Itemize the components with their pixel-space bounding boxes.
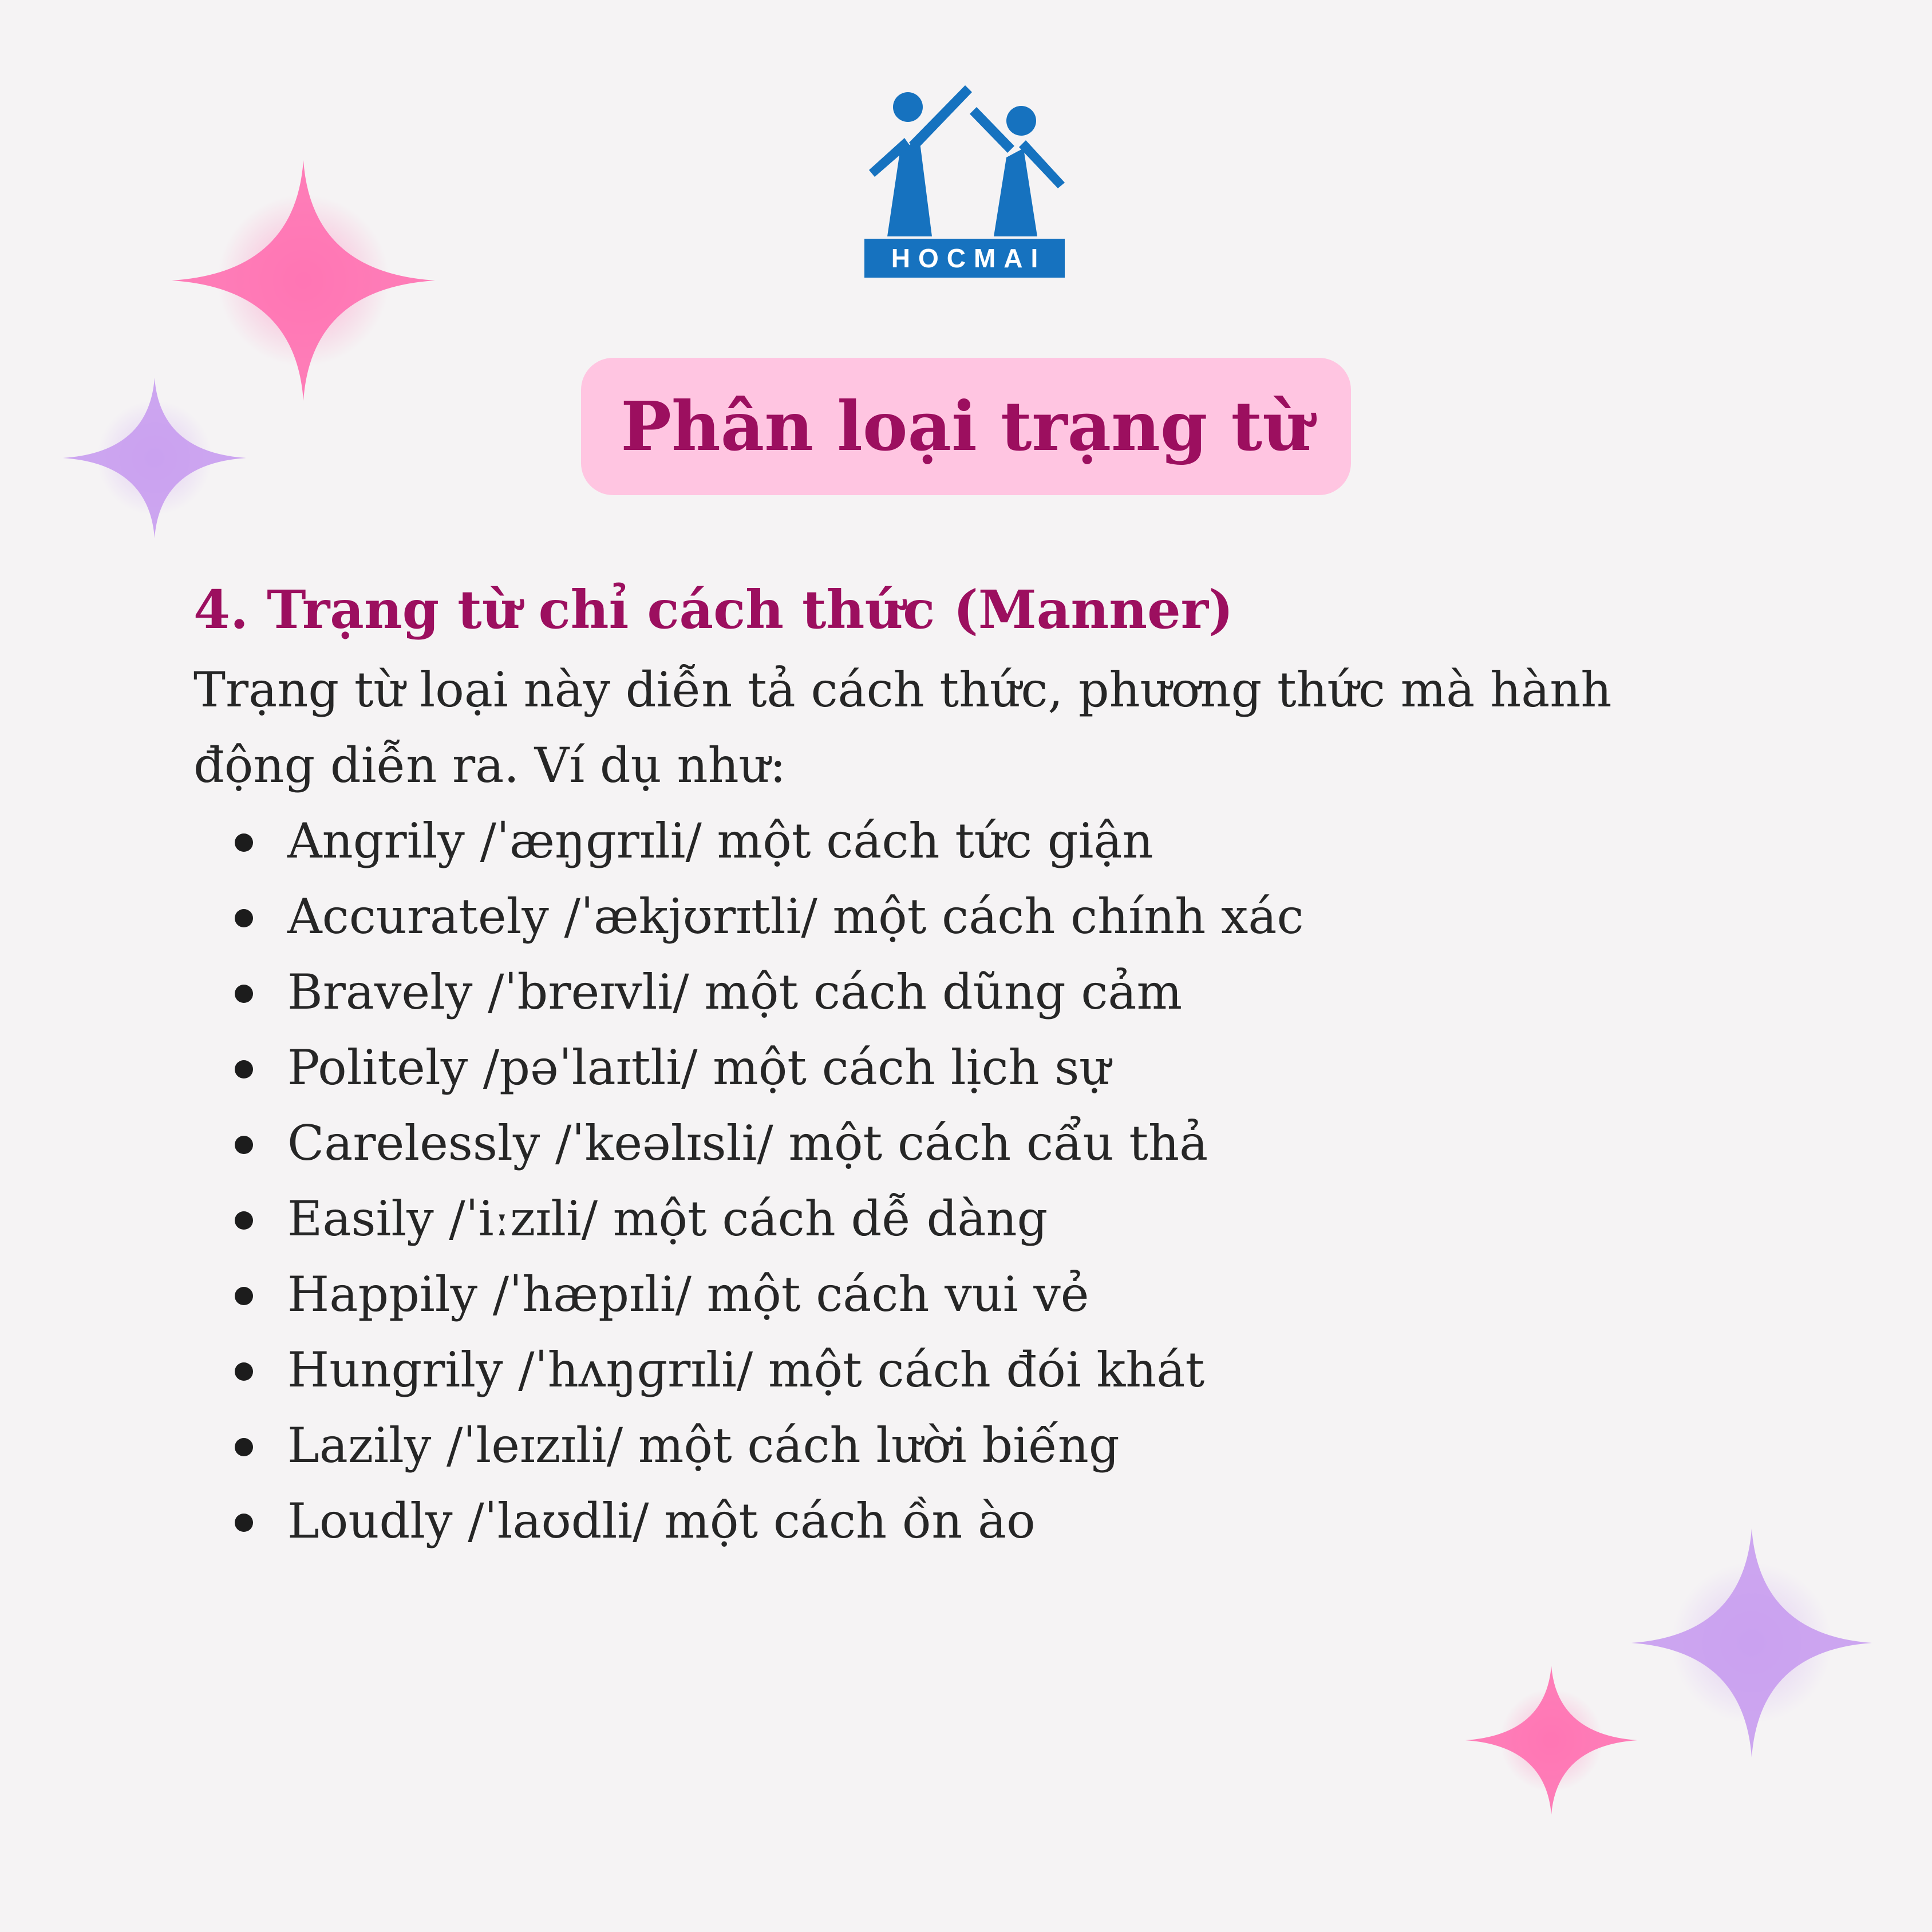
list-item (235, 1257, 1693, 1332)
list-item (235, 1483, 1693, 1559)
page-title: Phân loại trạng từ (621, 386, 1311, 466)
list-item-text: Hungrily /ˈhʌŋɡrɪli/ một cách đói khát (287, 1342, 1205, 1398)
logo-wordmark: HOCMAI (864, 239, 1065, 278)
bullet-icon (235, 1438, 253, 1456)
list-item-text: Bravely /ˈbreɪvli/ một cách dũng cảm (287, 964, 1183, 1020)
vocab-list (235, 803, 1693, 1559)
list-item-text: Angrily /ˈæŋɡrɪli/ một cách tức giận (287, 813, 1153, 869)
list-item (235, 1105, 1693, 1181)
list-item-text: Carelessly /ˈkeəlɪsli/ một cách cẩu thả (287, 1115, 1208, 1171)
list-item (235, 954, 1693, 1030)
list-item (235, 1181, 1693, 1257)
purple-sparkle-icon (1626, 1523, 1878, 1763)
bullet-icon (235, 1287, 253, 1305)
hocmai-logo (864, 83, 1065, 278)
list-item-text: Loudly /ˈlaʊdli/ một cách ồn ào (287, 1493, 1036, 1549)
bullet-icon (235, 1060, 253, 1078)
title-banner (581, 358, 1351, 495)
list-item-text: Happily /ˈhæpɪli/ một cách vui vẻ (287, 1266, 1089, 1322)
list-item (235, 1408, 1693, 1483)
list-item (235, 1332, 1693, 1408)
bullet-icon (235, 1514, 253, 1532)
purple-sparkle-icon (63, 372, 246, 544)
list-item-text: Lazily /ˈleɪzɪli/ một cách lười biếng (287, 1417, 1120, 1473)
bullet-icon (235, 833, 253, 852)
pink-sparkle-icon (1465, 1660, 1637, 1820)
bullet-icon (235, 1136, 253, 1154)
section-intro: Trạng từ loại này diễn tả cách thức, phương thức mà hành động diễn ra. Ví dụ như: (193, 662, 1612, 793)
list-item (235, 879, 1693, 954)
hocmai-figures-icon (864, 83, 1065, 239)
pink-sparkle-icon (166, 155, 441, 406)
bullet-icon (235, 1362, 253, 1381)
list-item (235, 1030, 1693, 1105)
list-item-text: Accurately /ˈækjʊrɪtli/ một cách chính xác (287, 888, 1304, 945)
bullet-icon (235, 909, 253, 927)
main-content (193, 575, 1693, 1559)
list-item (235, 803, 1693, 879)
bullet-icon (235, 985, 253, 1003)
list-item-text: Politely /pəˈlaɪtli/ một cách lịch sự (287, 1040, 1111, 1096)
section-heading: 4. Trạng từ chỉ cách thức (Manner) (193, 579, 1234, 641)
list-item-text: Easily /ˈiːzɪli/ một cách dễ dàng (287, 1191, 1048, 1247)
bullet-icon (235, 1211, 253, 1230)
